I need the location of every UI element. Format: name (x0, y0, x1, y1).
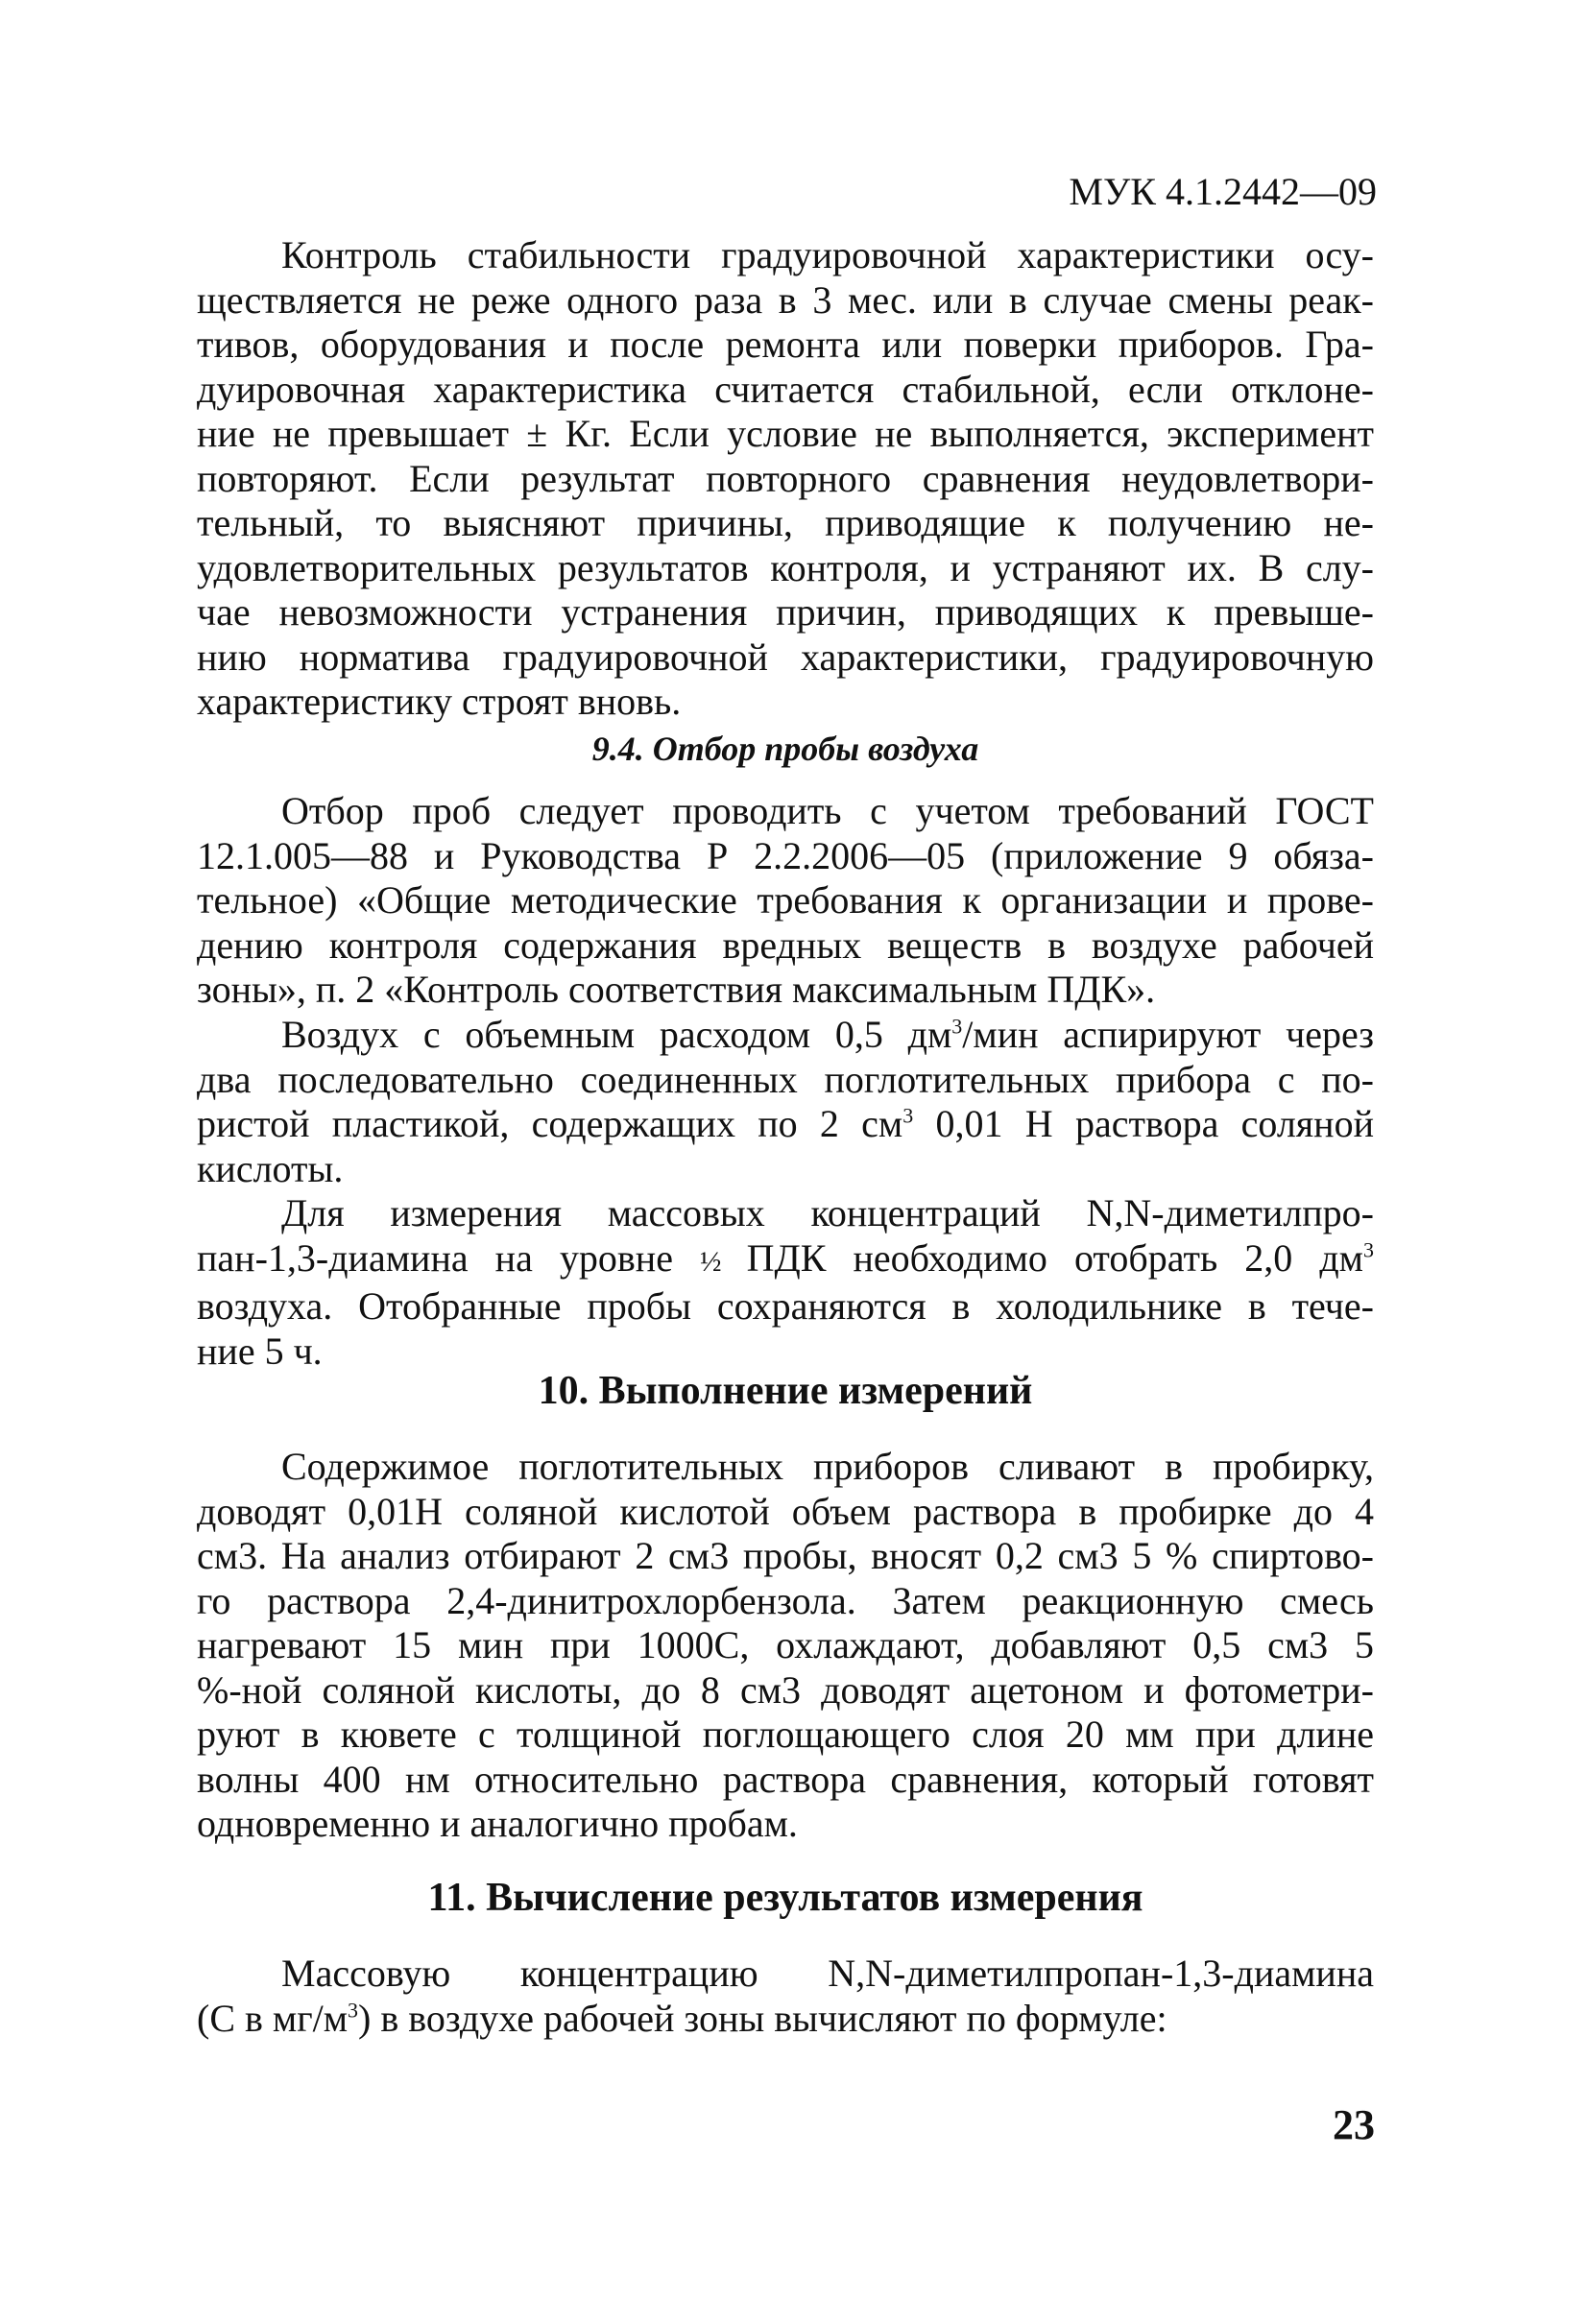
text-line: 12.1.005—88 и Руководства Р 2.2.2006—05 (приложение 9 обяза- (197, 833, 1374, 877)
text-line: удовлетворительных результатов контроля, и устраняют их. В слу- (197, 545, 1374, 589)
text-fragment: ) в воздухе рабочей зоны вычисляют по формуле: (358, 1996, 1167, 2040)
text-line: кислоты. (197, 1146, 344, 1190)
text-fragment: (С в мг/м (197, 1996, 349, 2040)
text-line: тельное) «Общие методические требования к организации и прове- (197, 878, 1374, 922)
paragraph-measurement-level (197, 1191, 1374, 1374)
paragraph-calculation-intro (197, 1952, 1374, 2041)
text-fragment: 0,01 Н раствора соляной (913, 1102, 1374, 1145)
text-line: Для измерения массовых концентраций N,N-диметилпро- (281, 1191, 1374, 1234)
text-line (197, 1997, 1374, 2042)
superscript: 3 (902, 1103, 914, 1128)
fraction: ½ (700, 1245, 720, 1278)
text-line: Массовую концентрацию N,N-диметилпропан-1,3-диамина (281, 1952, 1374, 1995)
text-line: Отбор проб следует проводить с учетом требований ГОСТ (281, 789, 1374, 832)
document-code: МУК 4.1.2442—09 (1069, 170, 1377, 213)
paragraph-measurement-procedure (197, 1445, 1374, 1847)
text-line: ние 5 ч. (197, 1329, 323, 1373)
text-line (197, 1236, 1374, 1285)
text-line: дуировочная характеристика считается стабильной, если отклоне- (197, 367, 1374, 411)
text-fragment: ристой пластикой, содержащих по 2 см (197, 1102, 903, 1145)
section-11-heading: 11. Вычисление результатов измерения (427, 1876, 1143, 1920)
text-line: воздуха. Отобранные пробы сохраняются в холодильнике в тече- (197, 1284, 1374, 1328)
text-line: %-ной соляной кислоты, до 8 см3 доводят ацетоном и фотометри- (197, 1667, 1374, 1712)
text-line: го раствора 2,4-динитрохлорбензола. Затем реакционную смесь (197, 1578, 1374, 1622)
section-9-4-heading: 9.4. Отбор пробы воздуха (591, 730, 979, 768)
paragraph-air-flow (197, 1013, 1374, 1191)
section-10-heading: 10. Выполнение измерений (538, 1369, 1033, 1413)
page-number: 23 (1333, 2101, 1375, 2148)
text-line: волны 400 нм относительно раствора сравнения, который готовят (197, 1757, 1374, 1801)
text-fragment: ПДК необходимо отобрать 2,0 дм (719, 1235, 1363, 1280)
text-fragment: пан-1,3-диамина на уровне (197, 1235, 701, 1280)
text-line: Контроль стабильности градуировочной характеристики осу- (281, 233, 1374, 276)
section-10-heading-wrap (197, 1369, 1374, 1414)
paragraph-stability-control (197, 233, 1374, 725)
text-line (197, 1102, 1374, 1147)
text-fragment: Воздух с объемным расходом 0,5 дм (281, 1013, 952, 1056)
text-line: см3. На анализ отбирают 2 см3 пробы, вносят 0,2 см3 5 % спиртово- (197, 1534, 1374, 1577)
text-line: два последовательно соединенных поглотительных прибора с по- (197, 1057, 1374, 1101)
text-line: ществляется не реже одного раза в 3 мес. или в случае смены реак- (197, 277, 1374, 322)
text-line: одновременно и аналогично пробам. (197, 1802, 798, 1845)
text-line: нагревают 15 мин при 1000С, охлаждают, добавляют 0,5 см3 5 (197, 1623, 1374, 1666)
text-line (197, 1013, 1374, 1058)
text-line: нию норматива градуировочной характеристики, градуировочную (197, 635, 1374, 679)
text-line: дению контроля содержания вредных веществ в воздухе рабочей (197, 922, 1374, 967)
section-11-heading-wrap (197, 1876, 1374, 1921)
text-line: тивов, оборудования и после ремонта или поверки приборов. Гра- (197, 323, 1374, 366)
text-line: характеристику строят вновь. (197, 680, 682, 723)
text-line: руют в кювете с толщиной поглощающего слоя 20 мм при длине (197, 1713, 1374, 1756)
text-line: тельный, то выясняют причины, приводящие к получению не- (197, 501, 1374, 544)
text-line: ние не превышает ± Кг. Если условие не выполняется, эксперимент (197, 412, 1374, 455)
paragraph-sampling-requirements (197, 789, 1374, 1013)
text-line: повторяют. Если результат повторного сравнения неудовлетвори- (197, 456, 1374, 500)
text-line: чае невозможности устранения причин, приводящих к превыше- (197, 590, 1374, 634)
superscript: 3 (951, 1014, 963, 1039)
section-9-4-heading-wrap (197, 727, 1374, 772)
text-line: доводят 0,01Н соляной кислотой объем раствора в пробирке до 4 (197, 1489, 1374, 1533)
text-line: зоны», п. 2 «Контроль соответствия максимальным ПДК». (197, 968, 1156, 1011)
text-line: Содержимое поглотительных приборов сливают в пробирку, (281, 1445, 1374, 1488)
superscript: 3 (1362, 1237, 1374, 1262)
superscript: 3 (348, 1998, 359, 2023)
text-fragment: /мин аспирируют через (962, 1013, 1375, 1056)
